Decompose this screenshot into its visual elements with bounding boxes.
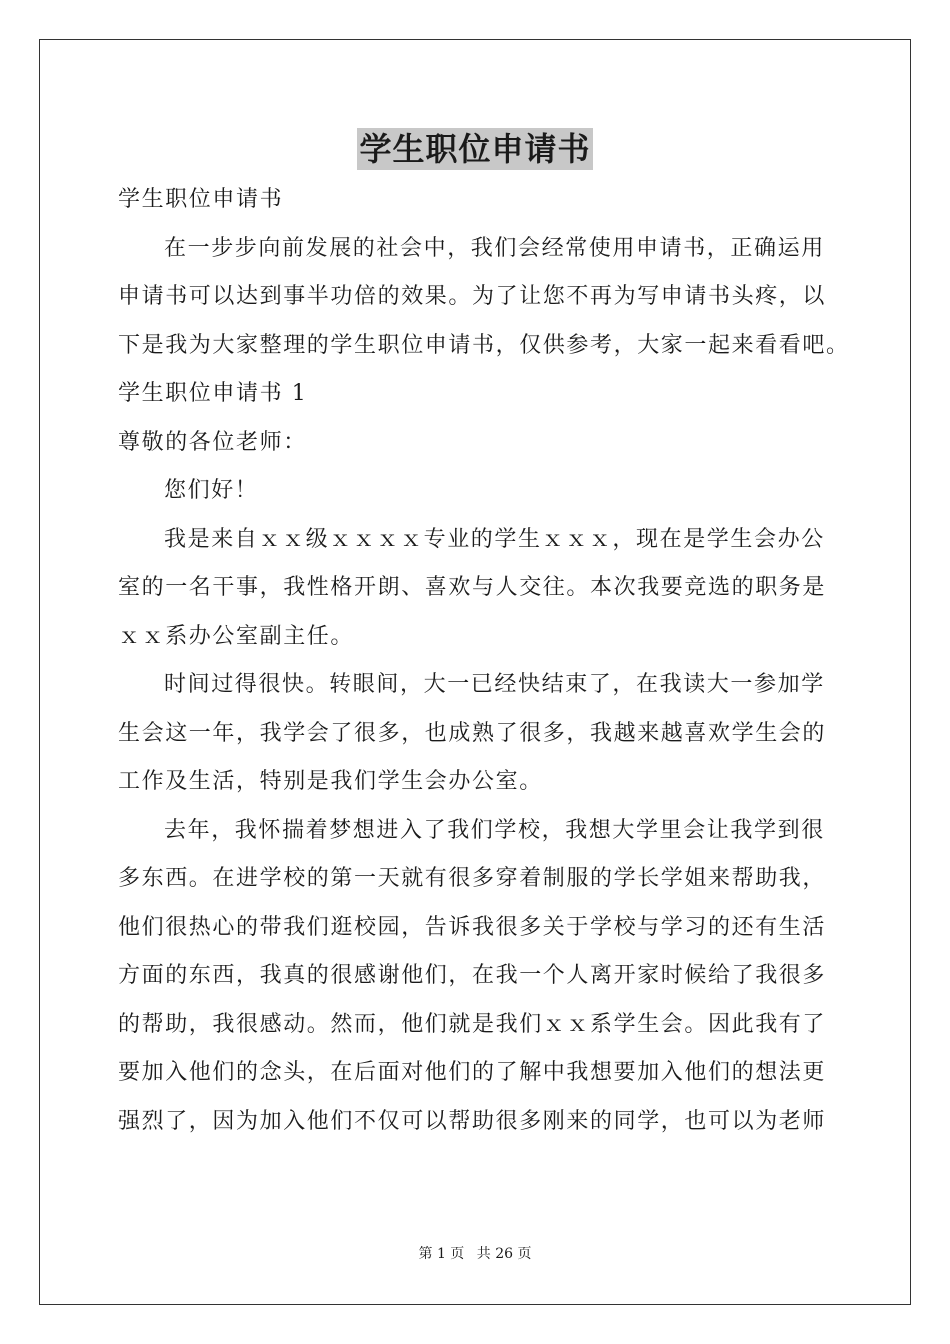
text-line: 尊敬的各位老师： <box>118 429 307 455</box>
text-line: 工作及生活，特别是我们学生会办公室。 <box>118 769 543 794</box>
text-line: 去年，我怀揣着梦想进入了我们学校，我想大学里会让我学到很 <box>164 817 825 843</box>
document-title: 学生职位申请书 <box>359 130 591 168</box>
page-number: 第 1 页 <box>418 1246 465 1262</box>
text-line: 室的一名干事，我性格开朗、喜欢与人交往。本次我要竞选的职务是 <box>118 575 827 600</box>
text-line: ｘｘ系办公室副主任。 <box>118 623 355 649</box>
page-total: 共 26 页 <box>476 1246 532 1262</box>
text-line: 学生职位申请书 <box>118 187 284 212</box>
text-line: 多东西。在进学校的第一天就有很多穿着制服的学长学姐来帮助我， <box>118 866 827 891</box>
text-line: 生会这一年，我学会了很多，也成熟了很多，我越来越喜欢学生会的 <box>118 720 827 746</box>
text-line: 下是我为大家整理的学生职位申请书，仅供参考，大家一起来看看吧。 <box>118 332 850 358</box>
text-line: 的帮助，我很感动。然而，他们就是我们ｘｘ系学生会。因此我有了 <box>118 1011 827 1037</box>
text-line: 方面的东西，我真的很感谢他们，在我一个人离开家时候给了我很多 <box>118 963 827 988</box>
text-line: 要加入他们的念头，在后面对他们的了解中我想要加入他们的想法更 <box>118 1060 827 1085</box>
text-line: 时间过得很快。转眼间，大一已经快结束了，在我读大一参加学 <box>164 672 825 697</box>
title-container <box>0 128 950 170</box>
text-line: 申请书可以达到事半功倍的效果。为了让您不再为写申请书头疼，以 <box>118 284 827 309</box>
text-line: 我是来自ｘｘ级ｘｘｘｘ专业的学生ｘｘｘ，现在是学生会办公 <box>164 526 825 552</box>
page-footer <box>0 1244 950 1264</box>
text-line: 学生职位申请书 1 <box>118 381 308 406</box>
text-line: 您们好！ <box>164 478 259 503</box>
text-line: 强烈了，因为加入他们不仅可以帮助很多刚来的同学，也可以为老师 <box>118 1108 827 1134</box>
document-body <box>118 176 850 1146</box>
text-line: 他们很热心的带我们逛校园，告诉我很多关于学校与学习的还有生活 <box>118 914 827 940</box>
text-line: 在一步步向前发展的社会中，我们会经常使用申请书，正确运用 <box>164 235 825 261</box>
